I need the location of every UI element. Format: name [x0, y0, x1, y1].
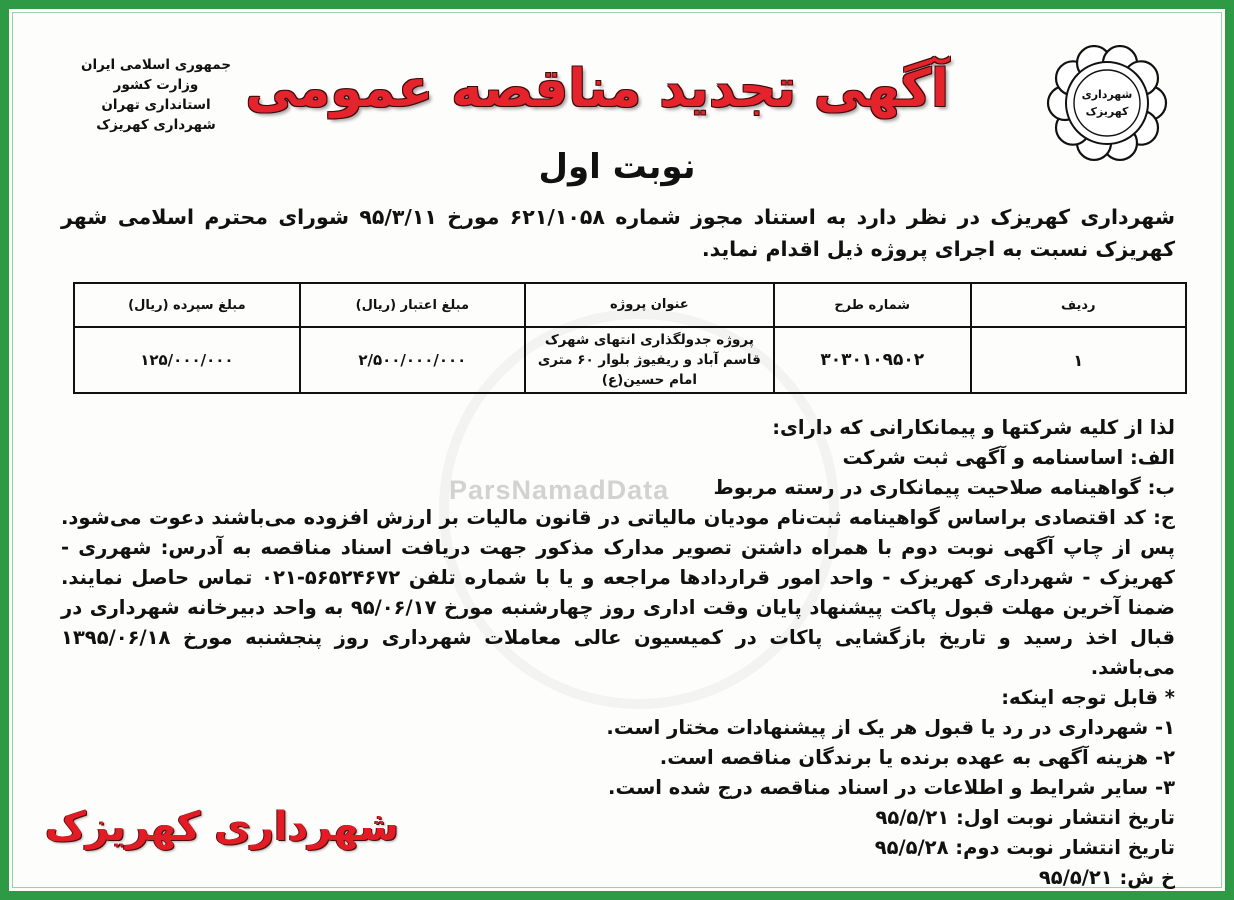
cell-plan-number: ۳۰۳۰۱۰۹۵۰۲	[774, 327, 971, 393]
column-header-deposit-amount: مبلغ سپرده (ریال)	[74, 283, 300, 327]
notice-item: ۳- سایر شرایط و اطلاعات در اسناد مناقصه درج شده است.	[608, 776, 1175, 799]
watermark: ParsNamadData	[449, 475, 670, 505]
emblem-text-line1: شهرداری	[1081, 88, 1133, 101]
emblem-text-line2: کهریزک	[1085, 105, 1129, 118]
table-header-row	[74, 283, 1186, 327]
notice-item: ۱- شهرداری در رد یا قبول هر یک از پیشنهادات مختار است.	[606, 716, 1175, 739]
requirement-c: ج: کد اقتصادی براساس گواهینامه ثبت‌نام مودیان مالیاتی در قانون مالیات بر ارزش افزوده می‌باشند دعوت می‌شود. پس از چاپ آگهی نوبت دوم با همراه داشتن تصویر مدارک مذکور جهت دریافت اسناد مناقصه به آدرس: شهرری - کهریزک - شهرداری کهریزک - واحد امور قراردادها مراجعه و یا با شماره تلفن ۵۶۵۲۴۶۷۲-۰۲۱ تماس حاصل نمایند. ضمنا آخرین مهلت قبول پاکت پیشنهاد پایان وقت اداری روز چهارشنبه مورخ ۹۵/۰۶/۱۷ به واحد دبیرخانه شهرداری در قبال اخذ رسید و تاریخ بازگشایی پاکات در کمیسیون عالی معاملات شهرداری روز پنجشنبه مورخ ۱۳۹۵/۰۶/۱۸ می‌باشد.	[61, 506, 1175, 679]
cell-credit-amount: ۲/۵۰۰/۰۰۰/۰۰۰	[300, 327, 525, 393]
authority-line: وزارت کشور	[113, 77, 199, 93]
cell-row-number: ۱	[971, 327, 1186, 393]
issuing-authority	[71, 55, 241, 135]
project-table	[73, 282, 1187, 394]
invitation-lead: لذا از کلیه شرکتها و پیمانکارانی که دارای:	[772, 416, 1175, 439]
second-publication-date: تاریخ انتشار نوبت دوم: ۹۵/۵/۲۸	[874, 836, 1175, 859]
first-publication-date: تاریخ انتشار نوبت اول: ۹۵/۵/۲۱	[875, 806, 1175, 829]
notice-heading: * قابل توجه اینکه:	[1001, 686, 1175, 709]
column-header-project-title: عنوان پروژه	[525, 283, 774, 327]
intro-paragraph: شهرداری کهریزک در نظر دارد به استناد مجوز شماره ۶۲۱/۱۰۵۸ مورخ ۹۵/۳/۱۱ شورای محترم اسلامی شهر کهریزک نسبت به اجرای پروژه ذیل اقدام نماید.	[61, 205, 1175, 261]
column-header-row-number: ردیف	[971, 283, 1186, 327]
issuer-signature: شهرداری کهریزک	[45, 804, 399, 850]
cell-project-title: پروژه جدولگذاری انتهای شهرک قاسم آباد و ریفیوژ بلوار ۶۰ متری امام حسین(ع)	[525, 327, 774, 393]
table-row	[74, 327, 1186, 393]
authority-line: جمهوری اسلامی ایران	[80, 57, 232, 73]
requirement-a: الف: اساسنامه و آگهی ثبت شرکت	[842, 446, 1175, 469]
column-header-plan-number: شماره طرح	[774, 283, 971, 327]
publication-round: نوبت اول	[538, 147, 696, 187]
column-header-credit-amount: مبلغ اعتبار (ریال)	[300, 283, 525, 327]
reference-date: خ ش: ۹۵/۵/۲۱	[1038, 866, 1175, 889]
authority-line: شهرداری کهریزک	[96, 117, 216, 133]
authority-line: استانداری تهران	[101, 97, 211, 113]
advertisement-title: آگهی تجدید مناقصه عمومی	[245, 59, 949, 119]
notice-item: ۲- هزینه آگهی به عهده برنده یا برندگان مناقصه است.	[659, 746, 1175, 769]
requirement-b: ب: گواهینامه صلاحیت پیمانکاری در رسته مربوط	[713, 476, 1175, 499]
cell-deposit-amount: ۱۲۵/۰۰۰/۰۰۰	[74, 327, 300, 393]
